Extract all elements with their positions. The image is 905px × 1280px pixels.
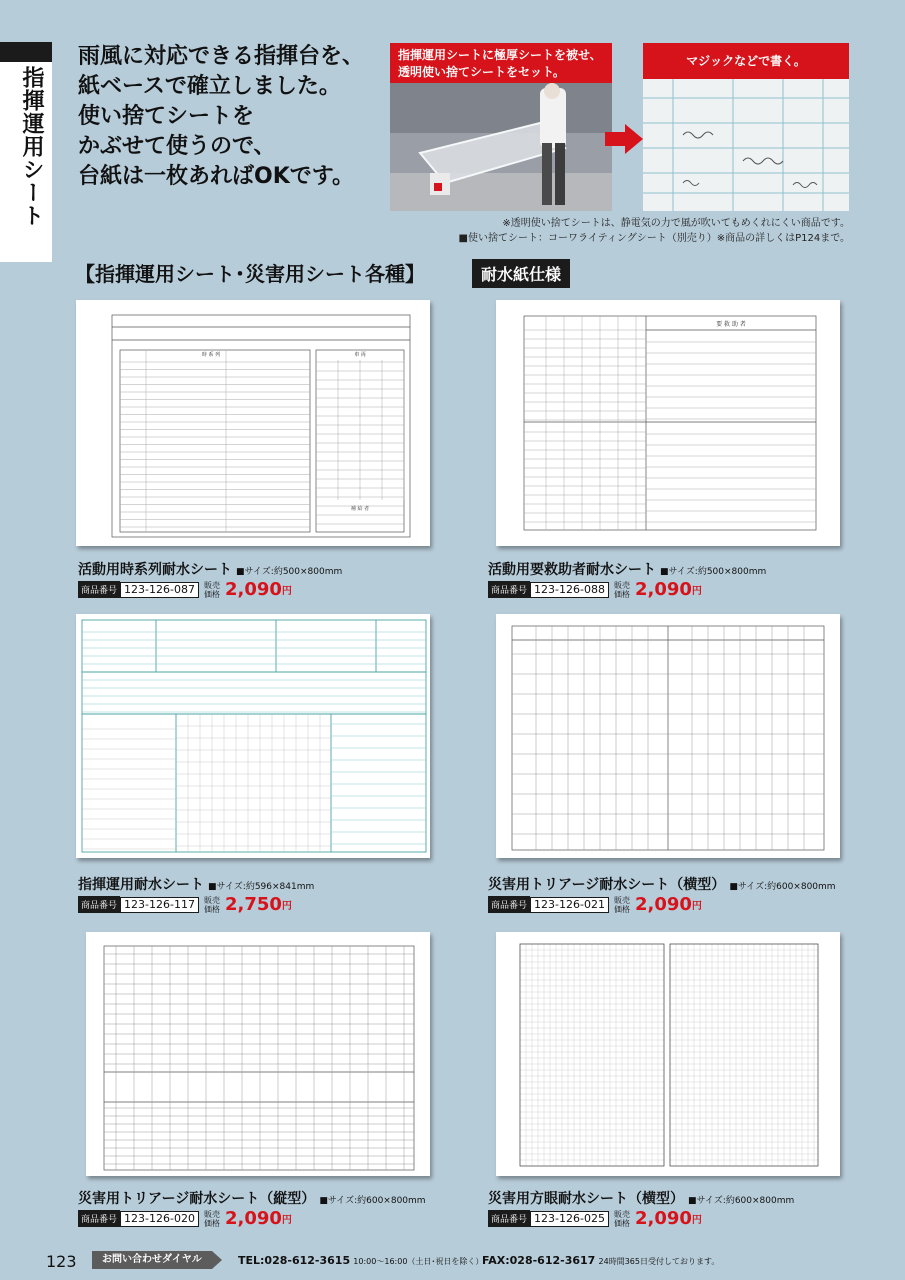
product-name-6	[488, 1188, 794, 1208]
product-price-5: 2,090	[224, 1208, 282, 1229]
product-title-2: 活動用要救助者耐水シート	[488, 562, 656, 578]
product-code-4: 123-126-021	[530, 897, 609, 913]
price-label-1: 販売 価格	[203, 580, 220, 599]
triage-horizontal-illustration	[496, 614, 840, 858]
photo-sheet-setup-caption	[390, 43, 612, 83]
product-title-4: 災害用トリアージ耐水シート（横型）	[488, 877, 726, 893]
footer-tel	[238, 1254, 483, 1267]
product-code-5: 123-126-020	[120, 1211, 199, 1227]
fax-hours: 24時間365日受付しております。	[598, 1257, 720, 1266]
page-number: 123	[46, 1252, 77, 1271]
product-price-line-5	[78, 1208, 292, 1229]
price-label-3: 販売 価格	[203, 895, 220, 914]
product-name-5	[78, 1188, 426, 1208]
product-price-6: 2,090	[634, 1208, 692, 1229]
timeline-sheet-illustration	[76, 300, 430, 546]
tel-hours: 10:00〜16:00（土日･祝日を除く）	[353, 1257, 484, 1266]
product-price-2: 2,090	[634, 579, 692, 600]
product-image-command-sheet	[76, 614, 430, 858]
product-code-3: 123-126-117	[120, 897, 199, 913]
photo-sheet-setup	[390, 43, 612, 211]
note-disposable-sheet: ■使い捨てシート：コーワライティングシート（別売り）※商品の詳しくはP124まで。	[458, 233, 850, 244]
headline-line-3: 使い捨てシートを	[78, 104, 255, 129]
waterproof-badge: 耐水紙仕様	[472, 259, 570, 288]
product-price-line-3	[78, 894, 292, 915]
photo-caption-line-2: 透明使い捨てシートをセット。	[398, 65, 565, 79]
yen-5: 円	[281, 1215, 292, 1226]
contact-label: お問い合わせダイヤル	[92, 1251, 212, 1269]
rescue-sheet-illustration	[496, 300, 840, 546]
grid-sheet-illustration	[496, 932, 840, 1176]
tel-number[interactable]: TEL:028-612-3615	[238, 1254, 351, 1267]
photo-marker-writing	[643, 43, 849, 211]
yen-1: 円	[281, 586, 292, 597]
product-price-line-2	[488, 579, 702, 600]
side-tab-label: 指揮運用シート	[19, 66, 44, 227]
arrow-right-icon	[605, 124, 645, 154]
product-code-label-2: 商品番号	[488, 581, 530, 598]
rescue-sheet-title: 要 救 助 者	[716, 321, 746, 328]
yen-6: 円	[691, 1215, 702, 1226]
photo-caption-line-1: 指揮運用シートに極厚シートを被せ、	[398, 48, 602, 62]
photo-marker-writing-caption: マジックなどで書く。	[643, 43, 849, 79]
yen-2: 円	[691, 586, 702, 597]
product-size-4: ■サイズ:約600×800mm	[729, 882, 836, 892]
product-code-label-4: 商品番号	[488, 896, 530, 913]
note-static-sheet: ※透明使い捨てシートは、静電気の力で風が吹いてもめくれにくい商品です。	[502, 218, 850, 229]
product-size-2: ■サイズ:約500×800mm	[660, 567, 767, 577]
footer-fax	[482, 1254, 719, 1267]
product-size-6: ■サイズ:約600×800mm	[688, 1196, 795, 1206]
headline-line-2: 紙ベースで確立しました。	[78, 74, 341, 99]
product-price-line-6	[488, 1208, 702, 1229]
product-code-6: 123-126-025	[530, 1211, 609, 1227]
price-label-5: 販売 価格	[203, 1209, 220, 1228]
product-image-grid-sheet	[496, 932, 840, 1176]
headline-line-5: 台紙は一枚あればOKです。	[78, 164, 354, 189]
product-image-timeline-sheet	[76, 300, 430, 546]
product-code-label-1: 商品番号	[78, 581, 120, 598]
product-size-5: ■サイズ:約600×800mm	[319, 1196, 426, 1206]
product-code-label-6: 商品番号	[488, 1210, 530, 1227]
section-title: 【指揮運用シート･災害用シート各種】	[75, 262, 425, 286]
contact-arrow-icon	[212, 1251, 222, 1269]
price-label-6: 販売 価格	[613, 1209, 630, 1228]
product-title-1: 活動用時系列耐水シート	[78, 562, 232, 578]
product-image-triage-vertical	[86, 932, 430, 1176]
product-name-3	[78, 874, 314, 894]
headline-line-1: 雨風に対応できる指揮台を、	[78, 44, 365, 69]
yen-4: 円	[691, 901, 702, 912]
side-tab	[0, 42, 52, 252]
product-title-5: 災害用トリアージ耐水シート（縦型）	[78, 1191, 316, 1207]
price-label-2: 販売 価格	[613, 580, 630, 599]
yen-3: 円	[281, 901, 292, 912]
product-size-3: ■サイズ:約596×841mm	[208, 882, 315, 892]
product-code-2: 123-126-088	[530, 582, 609, 598]
timeline-sheet-header-right: 車 両	[354, 352, 366, 358]
price-label-4: 販売 価格	[613, 895, 630, 914]
product-code-label-3: 商品番号	[78, 896, 120, 913]
timeline-sheet-header-left: 時 系 列	[201, 352, 221, 358]
command-sheet-illustration	[76, 614, 430, 858]
product-price-line-4	[488, 894, 702, 915]
product-image-triage-horizontal	[496, 614, 840, 858]
headline-line-4: かぶせて使うので、	[78, 134, 276, 159]
contact-banner	[92, 1251, 222, 1269]
timeline-sheet-header-bottom: 補 給 者	[350, 506, 370, 512]
side-tab-bar	[0, 42, 52, 62]
product-name-4	[488, 874, 836, 894]
product-price-3: 2,750	[224, 894, 282, 915]
product-price-1: 2,090	[224, 579, 282, 600]
headline	[78, 42, 388, 192]
fax-number[interactable]: FAX:028-612-3617	[482, 1254, 596, 1267]
product-code-label-5: 商品番号	[78, 1210, 120, 1227]
product-price-4: 2,090	[634, 894, 692, 915]
product-name-2	[488, 559, 766, 579]
product-size-1: ■サイズ:約500×800mm	[236, 567, 343, 577]
product-title-6: 災害用方眼耐水シート（横型）	[488, 1191, 684, 1207]
product-name-1	[78, 559, 342, 579]
product-price-line-1	[78, 579, 292, 600]
product-image-rescue-sheet	[496, 300, 840, 546]
product-code-1: 123-126-087	[120, 582, 199, 598]
triage-vertical-illustration	[86, 932, 430, 1176]
product-title-3: 指揮運用耐水シート	[78, 877, 204, 893]
